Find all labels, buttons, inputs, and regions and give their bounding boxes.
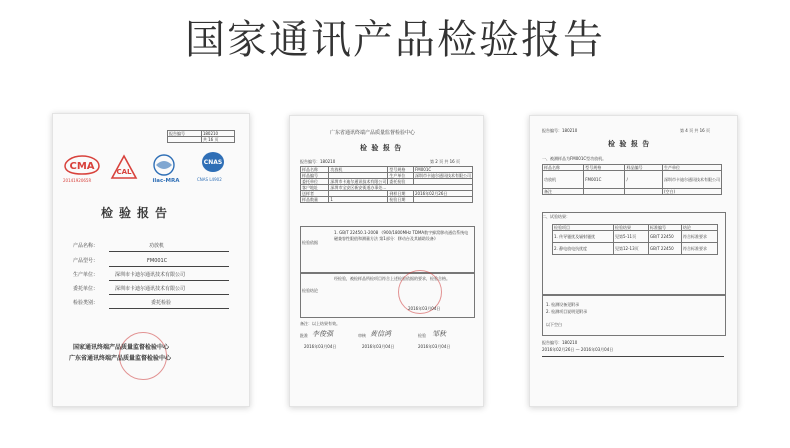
cnas-number: CNAS L4902 bbox=[197, 177, 222, 182]
cal-logo bbox=[109, 152, 139, 182]
sample-title: 一、被测样品为FM001C型功放机。 bbox=[542, 156, 607, 161]
table-row: 样品数量 1 检验日期 bbox=[301, 197, 473, 203]
report-summary-sheet bbox=[289, 115, 484, 407]
basis-label: 检验依据 bbox=[302, 240, 318, 245]
table-row: 备注 (空白) bbox=[543, 189, 722, 195]
report-cover-sheet bbox=[52, 113, 250, 407]
table-row: 检验项目 检验结果 标准编号 结论 bbox=[553, 225, 718, 231]
table-row: 功放机 FM001C / 深圳市卡迪尔通讯技术有限公司 bbox=[543, 171, 722, 189]
table-row: 2. 静电放电抗扰度 见第12-13页 GB/T 22450 符合标准要求 bbox=[553, 243, 718, 255]
table-row: 送样者 到样日期 2016年02月26日 bbox=[301, 191, 473, 197]
conclusion-text: 经检验，被检样品所检项目符合上述检验依据的要求，检验合格。 bbox=[334, 276, 450, 281]
field-label-product: 产品名称： bbox=[73, 243, 99, 249]
cal-label: CAL bbox=[116, 168, 132, 176]
bottom-date: 2016年02月26日 — 2016年03月04日 bbox=[542, 347, 614, 352]
field-label-client: 委托单位： bbox=[73, 286, 99, 292]
cover-heading: 检验报告 bbox=[101, 206, 174, 220]
summary-report-no: 报告编号：180210 bbox=[300, 159, 336, 164]
cma-number: 2014192065R bbox=[63, 178, 92, 183]
test-title: 二、试验结果： bbox=[542, 214, 570, 219]
report-no-value: 180210 bbox=[201, 131, 234, 137]
remark-text: 备注：以上结果有效。 bbox=[300, 321, 340, 326]
field-value-test-type: 委托检验 bbox=[151, 300, 172, 306]
org-name-province: 广东省通讯终端产品质量监督检验中心 bbox=[69, 355, 172, 362]
notes-frame bbox=[542, 294, 726, 336]
conclusion-label: 检验结论 bbox=[302, 288, 318, 293]
sample-table bbox=[542, 164, 722, 195]
cnas-logo bbox=[193, 151, 233, 185]
field-value-model: FM001C bbox=[147, 258, 168, 264]
report-no-label: 报告编号 bbox=[168, 131, 202, 137]
signer-role-test: 检验 bbox=[418, 333, 426, 338]
end-text: 以下空白 bbox=[546, 322, 562, 327]
table-row: 样品名称 型号规格 样品编号 生产单位 bbox=[543, 165, 722, 171]
signature-review: 黄信鸿 bbox=[370, 330, 391, 338]
sign-date-1: 2016年03月04日 bbox=[304, 344, 337, 349]
report-results-sheet bbox=[529, 115, 738, 407]
sign-date-3: 2016年03月04日 bbox=[418, 344, 451, 349]
results-page-no: 第 4 页 共 16 页 bbox=[680, 128, 710, 133]
basis-text: 1. GB/T 22450.1-2008 《900/1800MHz TDMA数字蜂窝移动通信系统电磁兼容性限值和测量方法 第1部分：移动台及其辅助设备》 bbox=[334, 230, 469, 241]
signer-role-approve: 批准 bbox=[300, 333, 308, 338]
page-title: 国家通讯产品检验报告 bbox=[185, 17, 605, 63]
note-1: 1. 检测设备见附录 bbox=[546, 302, 580, 307]
summary-page-no: 第 2 页 共 16 页 bbox=[430, 159, 460, 164]
summary-info-table bbox=[300, 166, 473, 203]
table-row: 1. 传导骚扰及辐射骚扰 见第5-11页 GB/T 22450 符合标准要求 bbox=[553, 231, 718, 243]
signer-role-review: 审核 bbox=[358, 333, 366, 338]
field-label-model: 产品型号： bbox=[73, 258, 99, 264]
report-number-box bbox=[167, 130, 235, 143]
field-value-manufacturer: 深圳市卡迪尔通讯技术有限公司 bbox=[115, 272, 186, 278]
results-report-no: 报告编号：180210 bbox=[542, 128, 578, 133]
ilac-mra-logo bbox=[148, 152, 184, 184]
cma-logo bbox=[63, 154, 101, 184]
table-row: 样品名称 功放机 型号规格 FM001C bbox=[301, 167, 473, 173]
report-pages: 共 16 页 bbox=[201, 137, 234, 143]
cnas-label: CNAS bbox=[203, 159, 223, 166]
results-heading: 检 验 报 告 bbox=[608, 140, 651, 148]
bottom-report-no: 报告编号：180210 bbox=[542, 340, 578, 345]
field-label-test-type: 检验类别： bbox=[73, 300, 99, 306]
center-header: 广东省通讯终端产品质量监督检验中心 bbox=[330, 130, 416, 136]
seal-date: 2016年03月04日 bbox=[408, 306, 441, 311]
table-row: 样品编号 生产单位 深圳市卡迪尔通讯技术有限公司 bbox=[302, 173, 471, 178]
summary-heading: 检 验 报 告 bbox=[360, 144, 403, 152]
signature-test: 邹秋 bbox=[432, 330, 446, 338]
ilac-label: ilac-MRA bbox=[152, 178, 180, 184]
field-value-client: 深圳市卡迪尔通讯技术有限公司 bbox=[115, 286, 186, 292]
signature-approve: 李俊强 bbox=[312, 330, 333, 338]
table-row: 委托单位 深圳市卡迪尔通讯技术有限公司 委托检验 bbox=[301, 179, 473, 185]
test-results-table bbox=[552, 224, 718, 255]
field-value-product: 功放机 bbox=[149, 243, 165, 249]
cma-label: CMA bbox=[69, 161, 95, 172]
org-name-national: 国家通讯终端产品质量监督检验中心 bbox=[73, 344, 170, 351]
field-label-manufacturer: 生产单位： bbox=[73, 272, 99, 278]
sign-date-2: 2016年03月04日 bbox=[362, 344, 395, 349]
table-row: 客户地址 深圳市宝安区新安街道办事处... bbox=[301, 185, 473, 191]
note-2: 2. 检测项目说明见附录 bbox=[546, 309, 588, 314]
